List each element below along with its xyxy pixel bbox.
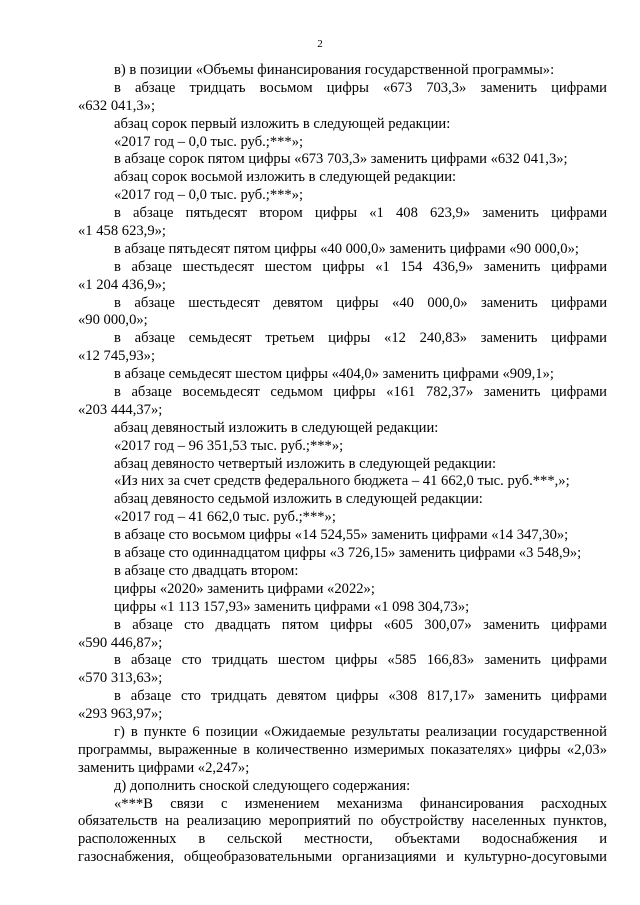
text-line: в абзаце шестьдесят шестом цифры «1 154 436,9» заменить цифрами — [114, 258, 607, 275]
text-line: в абзаце семьдесят третьем цифры «12 240,83» заменить цифрами — [114, 330, 607, 347]
text-line: абзац девяносто четвертый изложить в следующей редакции: — [114, 455, 497, 472]
text-line: «1 458 623,9»; — [78, 223, 166, 240]
text-line: цифры «1 113 157,93» заменить цифрами «1 098 304,73»; — [114, 598, 470, 615]
document-body — [78, 62, 607, 867]
text-line: в абзаце пятьдесят втором цифры «1 408 623,9» заменить цифрами — [114, 205, 607, 222]
text-line: в абзаце сто тридцать девятом цифры «308 817,17» заменить цифрами — [114, 688, 607, 705]
text-line: «12 745,93»; — [78, 348, 156, 365]
text-line: в абзаце семьдесят шестом цифры «404,0» заменить цифрами «909,1»; — [114, 366, 554, 383]
page-number: 2 — [317, 38, 323, 50]
text-line: «293 963,97»; — [78, 706, 163, 723]
text-line: цифры «2020» заменить цифрами «2022»; — [114, 580, 375, 597]
text-line: «Из них за счет средств федерального бюджета – 41 662,0 тыс. руб.***,»; — [114, 473, 570, 490]
text-line: «570 313,63»; — [78, 670, 163, 687]
text-line: «632 041,3»; — [78, 97, 156, 114]
text-line: абзац девяносто седьмой изложить в следующей редакции: — [114, 491, 483, 508]
text-line: в абзаце сто двадцать пятом цифры «605 300,07» заменить цифрами — [114, 616, 607, 633]
text-line: обязательств на реализацию мероприятий по обустройству населенных пунктов, — [78, 813, 607, 830]
text-line: в абзаце шестьдесят девятом цифры «40 000,0» заменить цифрами — [114, 294, 607, 311]
text-line: заменить цифрами «2,247»; — [78, 759, 250, 776]
text-line: «***В связи с изменением механизма финансирования расходных — [114, 795, 607, 812]
text-line: «2017 год – 41 662,0 тыс. руб.;***»; — [114, 509, 336, 526]
text-line: газоснабжения, общеобразовательными организациями и культурно-досуговыми — [78, 849, 607, 866]
text-line: в абзаце сто одиннадцатом цифры «3 726,15» заменить цифрами «3 548,9»; — [114, 545, 582, 562]
text-line: «2017 год – 96 351,53 тыс. руб.;***»; — [114, 437, 344, 454]
text-line: в) в позиции «Объемы финансирования государственной программы»: — [114, 62, 555, 78]
text-line: «2017 год – 0,0 тыс. руб.;***»; — [114, 133, 304, 150]
text-line: абзац сорок первый изложить в следующей редакции: — [114, 115, 451, 132]
text-line: «1 204 436,9»; — [78, 276, 166, 293]
text-line: г) в пункте 6 позиции «Ожидаемые результаты реализации государственной — [114, 723, 607, 740]
text-line: в абзаце сто двадцать втором: — [114, 562, 299, 579]
text-line: в абзаце сто тридцать шестом цифры «585 166,83» заменить цифрами — [114, 652, 607, 669]
text-line: в абзаце восемьдесят седьмом цифры «161 782,37» заменить цифрами — [114, 384, 607, 401]
text-line: в абзаце тридцать восьмом цифры «673 703,3» заменить цифрами — [114, 79, 607, 96]
text-line: абзац девяностый изложить в следующей редакции: — [114, 419, 439, 436]
text-line: в абзаце сто восьмом цифры «14 524,55» заменить цифрами «14 347,30»; — [114, 527, 569, 544]
text-line: д) дополнить сноской следующего содержания: — [114, 777, 411, 794]
text-line: программы, выраженные в количественно измеримых показателях» цифры «2,03» — [78, 741, 607, 758]
text-line: «590 446,87»; — [78, 634, 163, 651]
text-line: расположенных в сельской местности, объектами водоснабжения и — [78, 831, 607, 848]
text-line: в абзаце пятьдесят пятом цифры «40 000,0» заменить цифрами «90 000,0»; — [114, 240, 579, 257]
text-line: «203 444,37»; — [78, 401, 163, 418]
text-line: «90 000,0»; — [78, 312, 148, 329]
text-line: в абзаце сорок пятом цифры «673 703,3» заменить цифрами «632 041,3»; — [114, 151, 568, 168]
text-line: «2017 год – 0,0 тыс. руб.;***»; — [114, 187, 304, 204]
text-line: абзац сорок восьмой изложить в следующей редакции: — [114, 169, 457, 186]
